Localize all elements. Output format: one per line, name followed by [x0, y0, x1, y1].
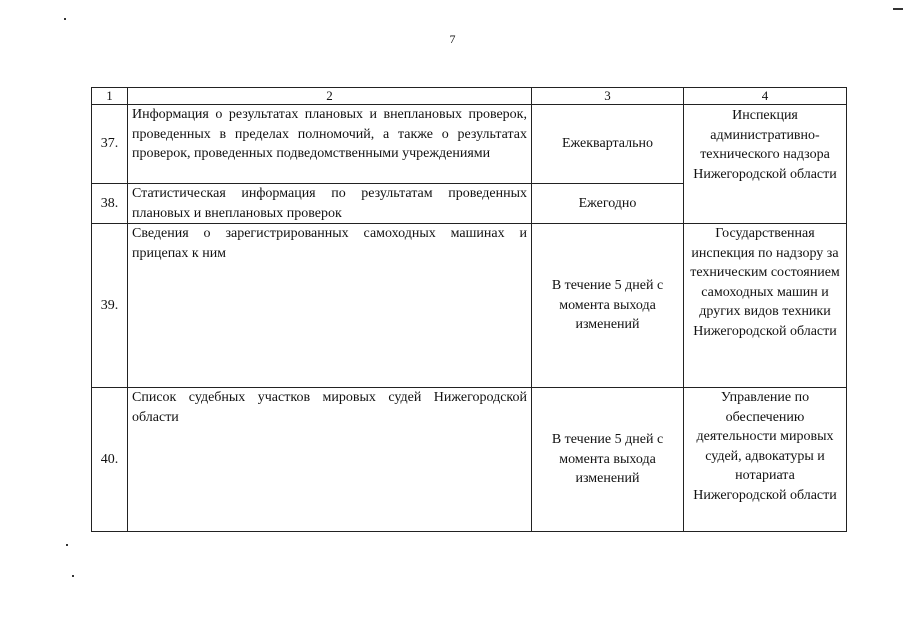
table-row	[92, 224, 847, 388]
table-row	[92, 388, 847, 532]
row-frequency: В течение 5 дней с момента выхода изменений	[532, 388, 684, 532]
row-number: 40.	[92, 388, 128, 532]
header-col-4: 4	[684, 88, 847, 105]
scan-speck	[66, 544, 68, 546]
page-number: 7	[449, 32, 456, 46]
row-organization: Управление по обеспечению деятельности мировых судей, адвокатуры и нотариата Нижегородской области	[684, 388, 847, 532]
scan-speck	[72, 575, 74, 577]
table-header-row	[92, 88, 847, 105]
scan-speck	[64, 18, 66, 20]
header-col-2: 2	[128, 88, 532, 105]
scan-speck	[893, 8, 903, 10]
row-organization: Инспекция административно-технического надзора Нижегородской области	[684, 105, 847, 224]
row-number: 39.	[92, 224, 128, 388]
row-description: Список судебных участков мировых судей Нижегородской области	[128, 388, 532, 532]
row-number: 38.	[92, 184, 128, 224]
row-number: 37.	[92, 105, 128, 184]
row-organization: Государственная инспекция по надзору за техническим состоянием самоходных машин и других видов техники Нижегородской области	[684, 224, 847, 388]
data-table	[91, 87, 847, 532]
header-col-1: 1	[92, 88, 128, 105]
row-description: Сведения о зарегистрированных самоходных машинах и прицепах к ним	[128, 224, 532, 388]
row-description: Информация о результатах плановых и внеплановых проверок, проведенных в пределах полномочий, а также о результатах проверок, проведенных подведомственными учреждениями	[128, 105, 532, 184]
table-row	[92, 105, 847, 184]
row-description: Статистическая информация по результатам проведенных плановых и внеплановых проверок	[128, 184, 532, 224]
row-frequency: Ежегодно	[532, 184, 684, 224]
row-frequency: Ежеквартально	[532, 105, 684, 184]
row-frequency: В течение 5 дней с момента выхода изменений	[532, 224, 684, 388]
header-col-3: 3	[532, 88, 684, 105]
